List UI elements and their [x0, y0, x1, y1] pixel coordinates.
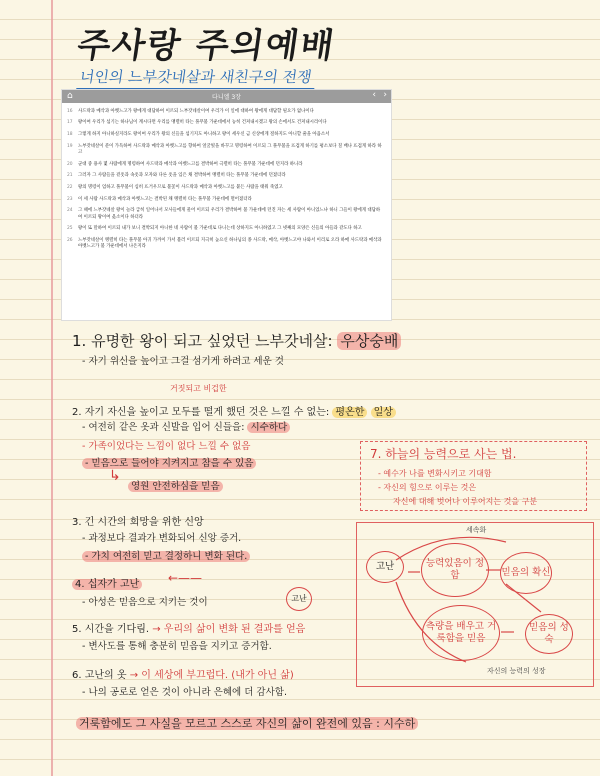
verse-number: 16 [67, 108, 73, 114]
chevron-left-icon[interactable]: ‹ [372, 90, 376, 100]
verse-number: 23 [67, 196, 73, 202]
verse-text: 군대 중 용사 몇 사람에게 명령하여 사드락과 메삭과 아벳느고를 결박하여 극렬히 타는 풀무불 가운데에 던지라 하니라 [78, 161, 303, 167]
note-5-heading: 5. 시간을 기다림. → 우리의 삶이 변화 된 결과를 얻음 [72, 624, 306, 635]
note-4-sub: - 아성은 믿음으로 지키는 것이 [82, 597, 208, 608]
margin-line [51, 0, 53, 776]
note-2-sub-2: - 가족이었다는 느낌이 없다 느낄 수 없음 [82, 441, 251, 452]
diagram-node-right-bottom: 믿음의 성숙 [525, 614, 573, 654]
note-7-heading: 7. 하늘의 능력으로 사는 법. [370, 447, 517, 461]
diagram-node-right-top: 믿음의 확신 [500, 552, 552, 594]
verse-row [62, 197, 391, 203]
diagram-node-left: 고난 [366, 551, 404, 583]
verse-text: 그러자 그 사람들을 겉옷과 속옷과 모자와 다른 옷을 입은 채 결박하여 맹렬히 타는 풀무불 가운데에 던졌더라 [78, 173, 286, 179]
page-subtitle: 너인의 느부갓네살과 새친구의 전쟁 [78, 68, 313, 86]
verse-number: 26 [67, 237, 73, 243]
verse-number: 19 [67, 143, 73, 149]
conclusion: 거룩함에도 그 사실을 모르고 스스로 자신의 삶이 완전에 있음 : 시수하 [76, 715, 418, 731]
note-2-heading: 2. 자기 자신을 높이고 모두를 떨게 했던 것은 느낄 수 없는: 평온한 일상 [72, 403, 396, 418]
note-2-annotation: 거짓되고 비겁한 [170, 384, 227, 393]
verse-row [62, 120, 391, 126]
verse-row [62, 144, 391, 156]
note-1-highlight: 우상숭배 [337, 332, 401, 350]
note-2-highlight-1: 평온한 [332, 407, 367, 418]
bible-header [62, 90, 391, 103]
verse-number: 20 [67, 161, 73, 167]
verse-text: 그렇게 하지 아니하실지라도 왕이여 우리가 왕의 신들을 섬기지도 아니하고 왕이 세우신 금 신상에게 절하지도 아니할 줄을 아옵소서 [78, 131, 330, 137]
note-6-sub: - 나의 공로로 얻은 것이 아니라 은혜에 더 감사함. [82, 687, 287, 698]
bible-chapter-title: 다니엘 3장 [212, 94, 241, 101]
verse-row [62, 238, 391, 250]
verse-text: 왕이 또 말하여 이르되 내가 보니 결박되지 아니한 네 사람이 불 가운데로 다니는데 상하지도 아니하였고 그 넷째의 모양은 신들의 아들과 같도다 하고 [78, 226, 362, 232]
verse-text: 왕의 명령이 엄하고 풀무불이 심히 뜨거우므로 불꽃이 사드락과 메삭과 아벳느고를 붙든 사람을 태워 죽였고 [78, 184, 283, 190]
note-3-sub-2: - 가치 여전히 믿고 결정하니 변화 된다. [82, 548, 250, 562]
note-1-heading: 1. 유명한 왕이 되고 싶었던 느부갓네살: 우상숭배 [72, 330, 401, 351]
verse-row [62, 173, 391, 179]
verse-row [62, 109, 391, 115]
diagram-arrows [356, 522, 592, 685]
verse-list [62, 109, 391, 251]
diagram-top-label: 세속화 [466, 526, 487, 534]
note-2-highlight-2: 일상 [371, 407, 396, 418]
note-2-sub-3: - 믿음으로 들어야 지켜지고 참을 수 있음 [82, 455, 256, 469]
verse-text: 이 세 사람 사드락과 메삭과 아벳느고는 결박된 채 맹렬히 타는 풀무불 가운데에 떨어졌더라 [78, 196, 252, 202]
diagram-node-center-bottom: 측량을 배우고 거룩함을 믿음 [422, 605, 500, 661]
note-6-heading: 6. 고난의 옷 → 이 세상에 부끄럽다. (내가 아닌 삶) [72, 670, 294, 681]
note-5-sub: - 변사도를 통해 충분히 믿음을 지키고 증거함. [82, 641, 272, 652]
note-7-line-3: 자신에 대해 벗어나 이루어지는 것을 구분 [393, 497, 538, 506]
bible-passage-card [61, 89, 392, 321]
diagram-node-center-top: 능력있음이 정함 [421, 543, 489, 597]
note-2-sub-4: 영원 안전하심을 믿음 [128, 478, 223, 492]
verse-number: 22 [67, 184, 73, 190]
verse-row [62, 162, 391, 168]
verse-text: 느부갓네살이 맹렬히 타는 풀무불 아귀 가까이 가서 불러 이르되 지극히 높으신 하나님의 종 사드락, 메삭, 아벳느고야 나와서 이리로 오라 하매 사드락과 메삭과 아벳느고가 불 가운데에서 나온지라 [78, 237, 382, 250]
note-4-heading: 4. 십자가 고난 [72, 575, 142, 590]
arrow-left-icon: ←—— [168, 571, 203, 585]
note-1-sub: - 자기 위신을 높이고 그걸 섬기게 하려고 세운 것 [82, 356, 284, 367]
note-3-sub-1: - 과정보다 결과가 변화되어 신앙 증거. [82, 533, 242, 544]
page-title: 주사랑 주의예배 [74, 26, 339, 66]
arrow-icon: ↳ [109, 468, 121, 484]
note-2-sub-1: - 여전히 같은 옷과 신발을 입어 신들을: 시수하다 [82, 419, 290, 433]
diagram-bottom-label: 자신의 능력의 성장 [487, 667, 546, 675]
verse-text: 느부갓네살이 분이 가득하여 사드락과 메삭과 아벳느고를 향하여 얼굴빛을 바꾸고 명령하여 이르되 그 풀무불을 뜨겁게 하기를 평소보다 칠 배나 뜨겁게 하라 하고 [78, 143, 382, 155]
verse-number: 21 [67, 173, 73, 179]
verse-row [62, 226, 391, 232]
verse-text: 그 때에 느부갓네살 왕이 놀라 급히 일어나서 모사들에게 물어 이르되 우리가 결박하여 불 가운데에 던진 자는 세 사람이 아니었느냐 하니 그들이 왕에게 대답하여 이르되 왕이여 옳소이다 하더라 [78, 208, 381, 220]
verse-row [62, 132, 391, 138]
verse-number: 25 [67, 226, 73, 232]
note-3-heading: 3. 긴 시간의 희망을 위한 신앙 [72, 517, 204, 528]
verse-number: 18 [67, 131, 73, 137]
verse-text: 사드락과 메삭과 아벳느고가 왕에게 대답하여 이르되 느부갓네살이여 우리가 이 일에 대하여 왕에게 대답할 필요가 없나이다 [78, 108, 314, 114]
verse-number: 24 [67, 208, 73, 214]
verse-text: 왕이여 우리가 섬기는 하나님이 계시다면 우리를 맹렬히 타는 풀무불 가운데에서 능히 건져내시겠고 왕의 손에서도 건져내시리이다 [78, 120, 327, 126]
verse-row [62, 208, 391, 220]
chevron-right-icon[interactable]: › [383, 90, 387, 100]
home-icon[interactable]: ⌂ [67, 91, 73, 101]
verse-number: 17 [67, 120, 73, 126]
note-7-line-2: - 자신의 힘으로 이루는 것은 [378, 483, 477, 492]
note-7-line-1: - 예수가 나를 변화시키고 기대함 [378, 469, 492, 478]
note-4-circle: 고난 [286, 587, 312, 611]
verse-row [62, 185, 391, 191]
